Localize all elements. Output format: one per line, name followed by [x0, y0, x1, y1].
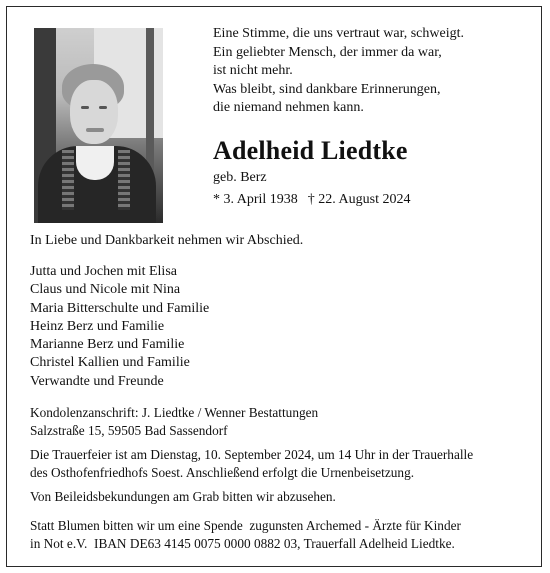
list-item: Heinz Berz und Familie — [30, 318, 165, 334]
graveside-note: Von Beileidsbekundungen am Grab bitten wir abzusehen. — [30, 489, 336, 504]
birth-date: * 3. April 1938 — [213, 192, 298, 207]
life-dates — [213, 192, 410, 208]
donation-info — [30, 517, 461, 552]
ceremony-line: des Osthofenfriedhofs Soest. Anschließend erfolgt die Urnenbeisetzung. — [30, 464, 415, 480]
portrait-photo — [34, 28, 163, 223]
list-item: Christel Kallien und Familie — [30, 355, 190, 371]
farewell-text: In Liebe und Dankbarkeit nehmen wir Abschied. — [30, 233, 304, 248]
donation-line: in Not e.V. IBAN DE63 4145 0075 0000 0882 03, Trauerfall Adelheid Liedtke. — [30, 535, 455, 551]
list-item: Claus und Nicole mit Nina — [30, 282, 181, 298]
maiden-name: geb. Berz — [213, 170, 267, 185]
list-item: Jutta und Jochen mit Elisa — [30, 264, 177, 279]
deceased-name: Adelheid Liedtke — [213, 136, 408, 165]
death-date: † 22. August 2024 — [307, 192, 411, 207]
poem-line: die niemand nehmen kann. — [213, 100, 364, 116]
poem-line: Was bleibt, sind dankbare Erinnerungen, — [213, 81, 441, 97]
ceremony-line: Die Trauerfeier ist am Dienstag, 10. September 2024, um 14 Uhr in der Trauerhalle — [30, 447, 474, 462]
poem-line: Ein geliebter Mensch, der immer da war, — [213, 44, 442, 60]
poem-line: Eine Stimme, die uns vertraut war, schweigt. — [213, 26, 464, 41]
list-item: Marianne Berz und Familie — [30, 337, 185, 353]
address-line: Kondolenzanschrift: J. Liedtke / Wenner Bestattungen — [30, 405, 319, 420]
poem-line: ist nicht mehr. — [213, 63, 293, 79]
mourners-list — [30, 263, 209, 391]
ceremony-info — [30, 446, 530, 481]
list-item: Verwandte und Freunde — [30, 373, 164, 389]
address-line: Salzstraße 15, 59505 Bad Sassendorf — [30, 422, 228, 438]
condolence-address — [30, 404, 318, 439]
memorial-poem — [213, 25, 464, 118]
list-item: Maria Bitterschulte und Familie — [30, 300, 210, 316]
donation-line: Statt Blumen bitten wir um eine Spende zugunsten Archemed - Ärzte für Kinder — [30, 518, 461, 533]
